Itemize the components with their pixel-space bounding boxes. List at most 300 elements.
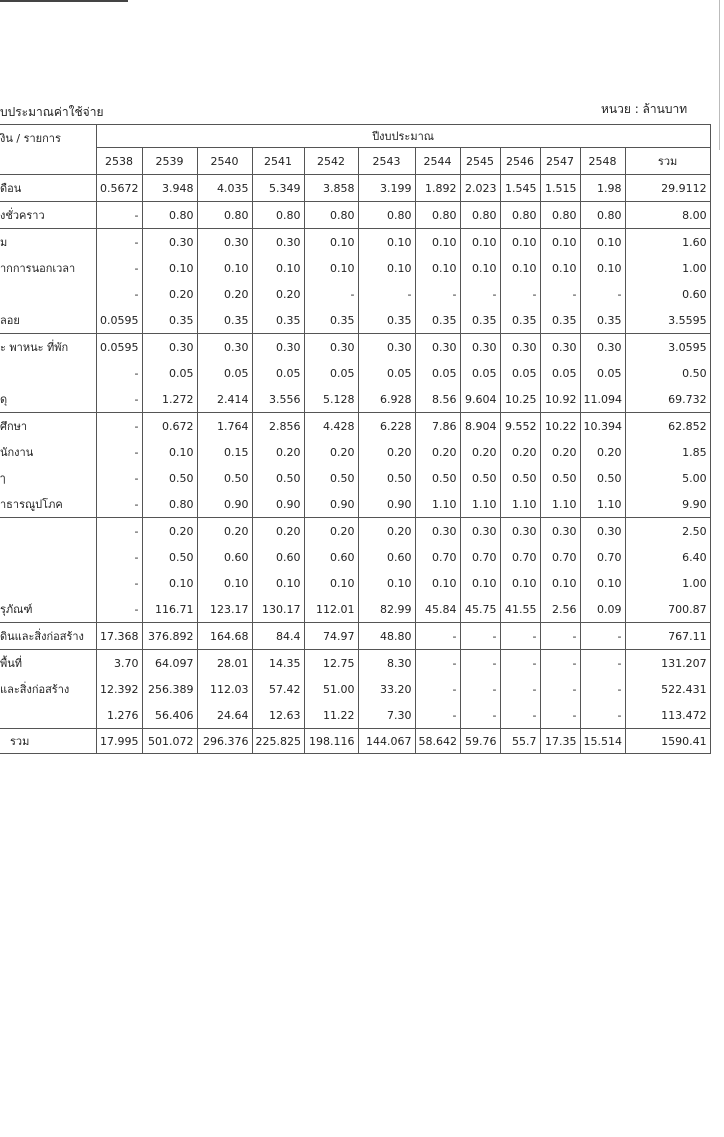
value-cell: 10.22 <box>540 413 580 440</box>
value-cell: 0.20 <box>304 518 358 545</box>
value-cell: 0.10 <box>415 570 460 596</box>
value-cell: 0.05 <box>197 360 252 386</box>
value-cell: 0.05 <box>500 360 540 386</box>
value-cell: 15.514 <box>580 729 625 754</box>
value-cell: 2.56 <box>540 596 580 623</box>
value-cell: 2.414 <box>197 386 252 413</box>
value-cell: - <box>580 281 625 307</box>
row-total-cell: 5.00 <box>625 465 710 491</box>
table-row <box>0 202 710 229</box>
value-cell: - <box>96 202 142 229</box>
value-cell: 0.30 <box>304 334 358 361</box>
row-label <box>0 281 96 307</box>
table-row <box>0 281 710 307</box>
value-cell: - <box>460 650 500 677</box>
value-cell: 0.672 <box>142 413 197 440</box>
value-cell: - <box>96 413 142 440</box>
value-cell: 0.80 <box>415 202 460 229</box>
value-cell: 0.10 <box>415 255 460 281</box>
value-cell: 0.30 <box>197 229 252 256</box>
value-cell: 0.80 <box>460 202 500 229</box>
value-cell: 0.30 <box>197 334 252 361</box>
value-cell: 0.80 <box>500 202 540 229</box>
value-cell: 1.10 <box>540 491 580 518</box>
value-cell: 3.858 <box>304 175 358 202</box>
value-cell: 17.368 <box>96 623 142 650</box>
value-cell: 0.20 <box>358 518 415 545</box>
value-cell: 0.30 <box>540 334 580 361</box>
value-cell: 0.20 <box>142 518 197 545</box>
value-cell: 0.10 <box>358 255 415 281</box>
value-cell: - <box>96 386 142 413</box>
value-cell: 0.20 <box>304 439 358 465</box>
value-cell: - <box>96 229 142 256</box>
row-label: รุภัณฑ์ <box>0 596 96 623</box>
value-cell: 0.35 <box>415 307 460 334</box>
value-cell: - <box>500 623 540 650</box>
value-cell: 0.10 <box>580 255 625 281</box>
row-label: ากการนอกเวลา <box>0 255 96 281</box>
value-cell: - <box>96 570 142 596</box>
table-row <box>0 596 710 623</box>
value-cell: 1.545 <box>500 175 540 202</box>
value-cell: - <box>580 623 625 650</box>
value-cell: 0.80 <box>358 202 415 229</box>
total-row <box>0 729 710 754</box>
value-cell: 0.80 <box>142 491 197 518</box>
table-row <box>0 650 710 677</box>
year-header: 2544 <box>415 148 460 175</box>
value-cell: - <box>415 281 460 307</box>
header-row-group <box>0 125 710 148</box>
value-cell: 0.10 <box>252 570 304 596</box>
value-cell: 0.10 <box>460 255 500 281</box>
value-cell: 0.30 <box>415 518 460 545</box>
value-cell: 0.60 <box>197 544 252 570</box>
row-total-cell: 0.50 <box>625 360 710 386</box>
value-cell: 0.30 <box>540 518 580 545</box>
row-label: ดือน <box>0 175 96 202</box>
value-cell: 116.71 <box>142 596 197 623</box>
value-cell: 8.30 <box>358 650 415 677</box>
row-total-cell: 6.40 <box>625 544 710 570</box>
value-cell: 45.75 <box>460 596 500 623</box>
year-header: 2540 <box>197 148 252 175</box>
value-cell: 0.20 <box>580 439 625 465</box>
value-cell: 0.50 <box>500 465 540 491</box>
value-cell: 0.50 <box>304 465 358 491</box>
value-cell: 0.30 <box>252 229 304 256</box>
value-cell: 59.76 <box>460 729 500 754</box>
value-cell: - <box>415 623 460 650</box>
value-cell: 256.389 <box>142 676 197 702</box>
value-cell: 0.10 <box>358 229 415 256</box>
value-cell: 164.68 <box>197 623 252 650</box>
value-cell: 2.856 <box>252 413 304 440</box>
value-cell: 0.90 <box>252 491 304 518</box>
value-cell: 0.50 <box>460 465 500 491</box>
value-cell: 0.30 <box>142 229 197 256</box>
value-cell: 2.023 <box>460 175 500 202</box>
value-cell: 0.50 <box>197 465 252 491</box>
row-total-cell: 69.732 <box>625 386 710 413</box>
year-header: 2541 <box>252 148 304 175</box>
value-cell: 9.604 <box>460 386 500 413</box>
value-cell: 0.50 <box>540 465 580 491</box>
value-cell: 0.05 <box>580 360 625 386</box>
year-header: 2545 <box>460 148 500 175</box>
year-header: 2543 <box>358 148 415 175</box>
value-cell: 74.97 <box>304 623 358 650</box>
value-cell: 0.35 <box>252 307 304 334</box>
row-total-cell: 522.431 <box>625 676 710 702</box>
row-total-cell: 1.00 <box>625 255 710 281</box>
value-cell: 0.10 <box>500 570 540 596</box>
row-label: ๅ <box>0 465 96 491</box>
value-cell: 57.42 <box>252 676 304 702</box>
value-cell: 0.80 <box>580 202 625 229</box>
value-cell: 0.50 <box>252 465 304 491</box>
value-cell: 10.394 <box>580 413 625 440</box>
value-cell: 11.094 <box>580 386 625 413</box>
value-cell: 0.10 <box>142 570 197 596</box>
value-cell: 3.199 <box>358 175 415 202</box>
row-label: ม <box>0 229 96 256</box>
value-cell: 144.067 <box>358 729 415 754</box>
value-cell: 12.392 <box>96 676 142 702</box>
value-cell: - <box>500 676 540 702</box>
value-cell: 0.70 <box>415 544 460 570</box>
value-cell: 0.30 <box>500 334 540 361</box>
value-cell: 112.01 <box>304 596 358 623</box>
value-cell: 0.30 <box>460 334 500 361</box>
value-cell: 0.05 <box>415 360 460 386</box>
row-total-cell: 62.852 <box>625 413 710 440</box>
table-row <box>0 307 710 334</box>
year-header: 2542 <box>304 148 358 175</box>
value-cell: 7.86 <box>415 413 460 440</box>
value-cell: 0.10 <box>540 255 580 281</box>
value-cell: - <box>540 281 580 307</box>
value-cell: 11.22 <box>304 702 358 729</box>
value-cell: 0.30 <box>580 518 625 545</box>
value-cell: - <box>304 281 358 307</box>
value-cell: 0.20 <box>197 281 252 307</box>
row-label: ดุ <box>0 386 96 413</box>
value-cell: - <box>415 702 460 729</box>
value-cell: 0.10 <box>500 229 540 256</box>
value-cell: 3.70 <box>96 650 142 677</box>
value-cell: 0.80 <box>540 202 580 229</box>
value-cell: 0.05 <box>252 360 304 386</box>
value-cell: 0.20 <box>142 281 197 307</box>
value-cell: 48.80 <box>358 623 415 650</box>
value-cell: 0.30 <box>460 518 500 545</box>
row-total-cell: 1.85 <box>625 439 710 465</box>
value-cell: 0.35 <box>580 307 625 334</box>
table-row <box>0 386 710 413</box>
value-cell: 198.116 <box>304 729 358 754</box>
value-cell: 0.80 <box>142 202 197 229</box>
value-cell: 51.00 <box>304 676 358 702</box>
value-cell: 0.30 <box>415 334 460 361</box>
value-cell: - <box>96 544 142 570</box>
year-header: 2538 <box>96 148 142 175</box>
table-row <box>0 676 710 702</box>
value-cell: 8.56 <box>415 386 460 413</box>
value-cell: 64.097 <box>142 650 197 677</box>
value-cell: 0.10 <box>197 570 252 596</box>
value-cell: 0.10 <box>460 570 500 596</box>
value-cell: 1.892 <box>415 175 460 202</box>
value-cell: 82.99 <box>358 596 415 623</box>
value-cell: - <box>460 623 500 650</box>
value-cell: - <box>96 518 142 545</box>
row-total-cell: 9.90 <box>625 491 710 518</box>
table-row <box>0 413 710 440</box>
value-cell: 0.35 <box>358 307 415 334</box>
value-cell: 0.10 <box>197 255 252 281</box>
value-cell: 0.30 <box>500 518 540 545</box>
value-cell: 123.17 <box>197 596 252 623</box>
table-title: บประมาณค่าใช้จ่าย <box>0 105 104 119</box>
value-cell: - <box>540 676 580 702</box>
value-cell: 501.072 <box>142 729 197 754</box>
value-cell: 0.30 <box>358 334 415 361</box>
value-cell: 4.035 <box>197 175 252 202</box>
table-row <box>0 255 710 281</box>
value-cell: 0.05 <box>142 360 197 386</box>
value-cell: 0.35 <box>197 307 252 334</box>
value-cell: 58.642 <box>415 729 460 754</box>
value-cell: 0.90 <box>358 491 415 518</box>
row-label: และสิ่งก่อสร้าง <box>0 676 96 702</box>
value-cell: 0.10 <box>580 570 625 596</box>
row-label <box>0 702 96 729</box>
table-row <box>0 229 710 256</box>
row-label: ะ พาหนะ ที่พัก <box>0 334 96 361</box>
year-header: 2539 <box>142 148 197 175</box>
value-cell: 6.928 <box>358 386 415 413</box>
value-cell: 225.825 <box>252 729 304 754</box>
value-cell: - <box>580 650 625 677</box>
value-cell: 55.7 <box>500 729 540 754</box>
value-cell: 0.20 <box>358 439 415 465</box>
table-row <box>0 175 710 202</box>
value-cell: 1.10 <box>415 491 460 518</box>
fiscal-year-header: ปีงบประมาณ <box>96 125 710 148</box>
value-cell: 0.60 <box>358 544 415 570</box>
value-cell: 1.10 <box>500 491 540 518</box>
row-label: พื้นที่ <box>0 650 96 677</box>
row-total-cell: 1590.41 <box>625 729 710 754</box>
row-total-cell: 767.11 <box>625 623 710 650</box>
value-cell: 0.20 <box>252 518 304 545</box>
value-cell: 0.10 <box>460 229 500 256</box>
page-edge <box>719 0 720 150</box>
row-label: ศึกษา <box>0 413 96 440</box>
value-cell: 56.406 <box>142 702 197 729</box>
value-cell: 0.10 <box>304 570 358 596</box>
value-cell: 24.64 <box>197 702 252 729</box>
value-cell: 0.35 <box>304 307 358 334</box>
value-cell: - <box>460 281 500 307</box>
value-cell: 1.10 <box>580 491 625 518</box>
value-cell: 0.10 <box>500 255 540 281</box>
value-cell: - <box>580 676 625 702</box>
value-cell: - <box>540 650 580 677</box>
value-cell: 33.20 <box>358 676 415 702</box>
value-cell: 84.4 <box>252 623 304 650</box>
value-cell: 0.10 <box>540 570 580 596</box>
top-rule <box>0 0 128 2</box>
row-total-cell: 8.00 <box>625 202 710 229</box>
value-cell: 1.764 <box>197 413 252 440</box>
value-cell: 0.10 <box>304 229 358 256</box>
value-cell: 0.10 <box>540 229 580 256</box>
value-cell: 0.20 <box>415 439 460 465</box>
row-total-cell: 2.50 <box>625 518 710 545</box>
value-cell: 0.10 <box>580 229 625 256</box>
value-cell: - <box>96 281 142 307</box>
value-cell: 0.70 <box>460 544 500 570</box>
value-cell: 0.09 <box>580 596 625 623</box>
value-cell: 0.50 <box>580 465 625 491</box>
value-cell: 0.60 <box>304 544 358 570</box>
table-row <box>0 465 710 491</box>
table-row <box>0 702 710 729</box>
value-cell: 1.276 <box>96 702 142 729</box>
value-cell: 5.349 <box>252 175 304 202</box>
row-label <box>0 570 96 596</box>
value-cell: 0.90 <box>304 491 358 518</box>
value-cell: 1.10 <box>460 491 500 518</box>
row-total-cell: 1.60 <box>625 229 710 256</box>
value-cell: 0.30 <box>580 334 625 361</box>
table-body <box>0 175 710 754</box>
value-cell: 0.10 <box>415 229 460 256</box>
value-cell: - <box>96 491 142 518</box>
row-label <box>0 544 96 570</box>
value-cell: - <box>500 702 540 729</box>
value-cell: - <box>540 623 580 650</box>
value-cell: - <box>540 702 580 729</box>
value-cell: - <box>96 439 142 465</box>
value-cell: 0.80 <box>197 202 252 229</box>
row-total-cell: 700.87 <box>625 596 710 623</box>
value-cell: 0.70 <box>540 544 580 570</box>
value-cell: 9.552 <box>500 413 540 440</box>
value-cell: - <box>96 596 142 623</box>
value-cell: - <box>96 360 142 386</box>
value-cell: 6.228 <box>358 413 415 440</box>
value-cell: 0.70 <box>500 544 540 570</box>
row-total-cell: 131.207 <box>625 650 710 677</box>
row-label: นักงาน <box>0 439 96 465</box>
row-total-cell: 1.00 <box>625 570 710 596</box>
row-label: รวม <box>0 729 96 754</box>
value-cell: 0.35 <box>460 307 500 334</box>
value-cell: - <box>500 650 540 677</box>
value-cell: 28.01 <box>197 650 252 677</box>
value-cell: 3.948 <box>142 175 197 202</box>
value-cell: 17.35 <box>540 729 580 754</box>
value-cell: 130.17 <box>252 596 304 623</box>
value-cell: - <box>500 281 540 307</box>
table-row <box>0 491 710 518</box>
value-cell: 0.30 <box>252 334 304 361</box>
value-cell: 1.98 <box>580 175 625 202</box>
value-cell: 376.892 <box>142 623 197 650</box>
value-cell: 0.5672 <box>96 175 142 202</box>
row-total-cell: 29.9112 <box>625 175 710 202</box>
row-label <box>0 360 96 386</box>
value-cell: 41.55 <box>500 596 540 623</box>
value-cell: 8.904 <box>460 413 500 440</box>
value-cell: 0.35 <box>142 307 197 334</box>
value-cell: 0.10 <box>304 255 358 281</box>
table-row <box>0 544 710 570</box>
value-cell: 0.0595 <box>96 307 142 334</box>
value-cell: 7.30 <box>358 702 415 729</box>
item-header: งิน / รายการ <box>0 125 96 175</box>
value-cell: 14.35 <box>252 650 304 677</box>
year-header: 2548 <box>580 148 625 175</box>
value-cell: 3.556 <box>252 386 304 413</box>
value-cell: 0.50 <box>415 465 460 491</box>
value-cell: 4.428 <box>304 413 358 440</box>
value-cell: 0.0595 <box>96 334 142 361</box>
value-cell: 10.92 <box>540 386 580 413</box>
value-cell: - <box>358 281 415 307</box>
value-cell: 12.75 <box>304 650 358 677</box>
table-row <box>0 570 710 596</box>
budget-table <box>0 124 711 754</box>
value-cell: 17.995 <box>96 729 142 754</box>
value-cell: 112.03 <box>197 676 252 702</box>
value-cell: 0.50 <box>142 465 197 491</box>
value-cell: 0.10 <box>252 255 304 281</box>
value-cell: 0.20 <box>252 281 304 307</box>
value-cell: 0.20 <box>197 518 252 545</box>
row-label: าธารณูปโภค <box>0 491 96 518</box>
value-cell: 0.60 <box>252 544 304 570</box>
value-cell: 296.376 <box>197 729 252 754</box>
value-cell: 0.90 <box>197 491 252 518</box>
value-cell: 0.50 <box>358 465 415 491</box>
value-cell: 0.05 <box>358 360 415 386</box>
value-cell: 0.15 <box>197 439 252 465</box>
total-column-header: รวม <box>625 148 710 175</box>
value-cell: 0.35 <box>500 307 540 334</box>
value-cell: 0.30 <box>142 334 197 361</box>
value-cell: 0.10 <box>142 439 197 465</box>
value-cell: 1.272 <box>142 386 197 413</box>
value-cell: 0.05 <box>540 360 580 386</box>
row-label: ลอย <box>0 307 96 334</box>
value-cell: 0.05 <box>304 360 358 386</box>
value-cell: 12.63 <box>252 702 304 729</box>
value-cell: 0.80 <box>304 202 358 229</box>
value-cell: - <box>96 465 142 491</box>
value-cell: 0.50 <box>142 544 197 570</box>
unit-label: หนวย : ล้านบาท <box>601 102 688 116</box>
year-header: 2546 <box>500 148 540 175</box>
value-cell: 0.35 <box>540 307 580 334</box>
value-cell: 0.10 <box>358 570 415 596</box>
value-cell: - <box>460 676 500 702</box>
row-total-cell: 0.60 <box>625 281 710 307</box>
